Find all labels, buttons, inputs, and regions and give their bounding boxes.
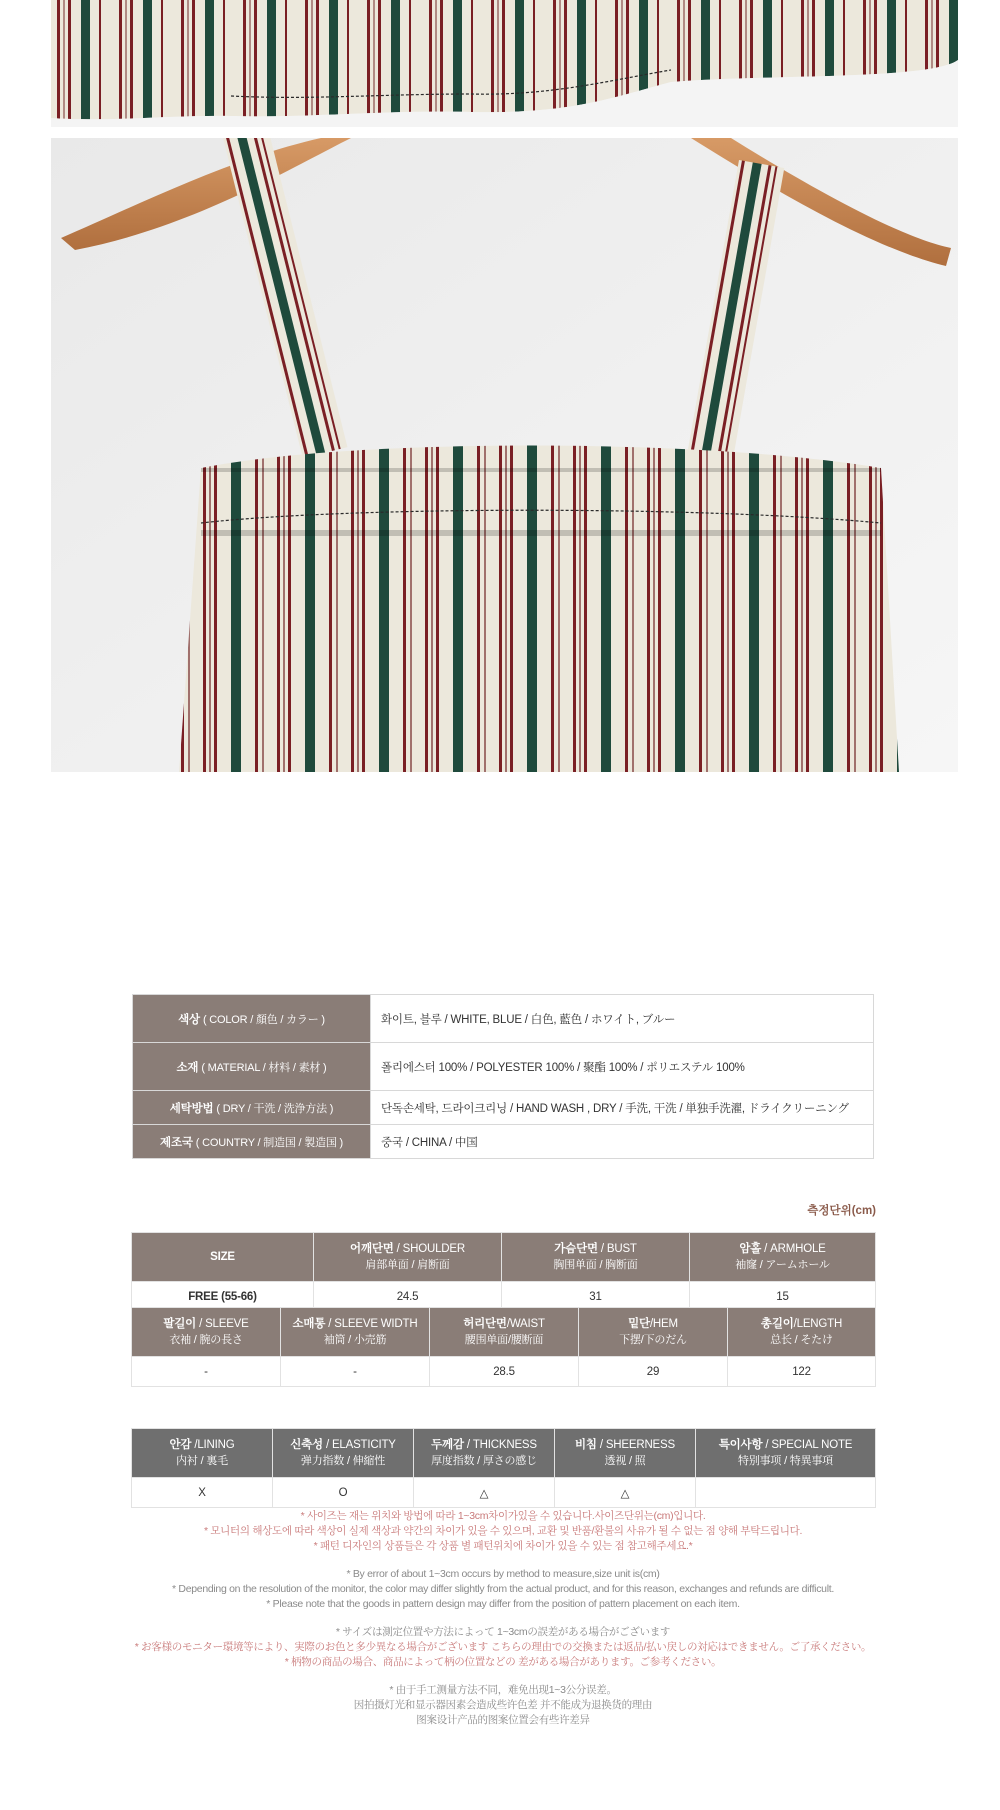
table-row (132, 1357, 876, 1387)
header-en: / SLEEVE WIDTH (325, 1318, 418, 1330)
product-photo-main (51, 138, 958, 772)
header-ko: 비침 (575, 1439, 597, 1451)
size-disclaimer-notes (131, 1509, 875, 1728)
feature-header-thickness (414, 1429, 555, 1478)
spec-label-color (133, 995, 371, 1043)
header-en: / THICKNESS (463, 1439, 537, 1451)
size-value-sleeve: - (132, 1357, 281, 1387)
header-en: / SPECIAL NOTE (762, 1439, 853, 1451)
header-en: /HEM (649, 1318, 678, 1330)
feature-header-lining (132, 1429, 273, 1478)
spec-label-ko: 소재 (176, 1061, 199, 1074)
header-en: / SHEERNESS (596, 1439, 675, 1451)
spec-label-ko: 세탁방법 (169, 1102, 214, 1115)
feature-value-sheerness: △ (555, 1478, 696, 1508)
note-en: * Depending on the resolution of the monitor, the color may differ slightly from the actual product, and for this reason, exchanges and refunds are difficult. (172, 1583, 834, 1595)
spec-value-washing: 단독손세탁, 드라이크리닝 / HAND WASH , DRY / 手洗, 干洗 / 単独手洗濯, ドライクリーニング (371, 1091, 874, 1125)
size-value-hem: 29 (579, 1357, 728, 1387)
feature-header-elasticity (273, 1429, 414, 1478)
header-line2: 衣袖 / 腕の長さ (169, 1334, 243, 1346)
header-line2: 肩部单面 / 肩断面 (365, 1259, 450, 1271)
header-ko: 총길이 (760, 1318, 794, 1330)
header-ko: 암홀 (739, 1243, 762, 1255)
size-value-length: 122 (728, 1357, 876, 1387)
header-en: /LINING (191, 1439, 235, 1451)
spec-value-color: 화이트, 블루 / WHITE, BLUE / 白色, 藍色 / ホワイト, ブルー (371, 995, 874, 1043)
header-ko: 어깨단면 (350, 1243, 394, 1255)
size-header-bust (502, 1233, 690, 1282)
header-en: / ARMHOLE (761, 1243, 826, 1255)
note-cn: * 由于手工测量方法不同，难免出现1~3公分误差。 (389, 1684, 617, 1696)
feature-value-thickness: △ (414, 1478, 555, 1508)
header-line2: 厚度指数 / 厚さの感じ (431, 1455, 537, 1467)
header-en: / SLEEVE (196, 1318, 249, 1330)
header-ko: 가슴단면 (554, 1243, 598, 1255)
spec-label-sub: ( MATERIAL / 材料 / 素材 ) (201, 1061, 327, 1074)
header-ko: SIZE (210, 1251, 235, 1263)
size-header-armhole (690, 1233, 876, 1282)
size-value-label: FREE (55-66) (132, 1282, 314, 1312)
note-jp: * サイズは測定位置や方法によって 1~3cmの誤差がある場合がございます (335, 1626, 671, 1638)
header-ko: 신축성 (290, 1439, 323, 1451)
header-line2: 腰围单面/腰断面 (464, 1334, 544, 1346)
size-table-header (132, 1308, 876, 1357)
table-row (132, 1478, 876, 1508)
feature-value-elasticity: O (273, 1478, 414, 1508)
size-header-hem (579, 1308, 728, 1357)
header-line2: 胸围单面 / 胸断面 (553, 1259, 638, 1271)
header-en: / ELASTICITY (322, 1439, 396, 1451)
feature-table-header (132, 1429, 876, 1478)
spec-label-washing (133, 1091, 371, 1125)
size-header-sleeve (132, 1308, 281, 1357)
feature-header-sheerness (555, 1429, 696, 1478)
header-ko: 안감 (169, 1439, 192, 1451)
note-jp: * 柄物の商品の場合、商品によって柄の位置などの 差がある場合があります。ご参考ください。 (284, 1656, 722, 1668)
spec-label-material (133, 1043, 371, 1091)
header-en: /WAIST (506, 1318, 545, 1330)
spec-value-country: 중국 / CHINA / 中国 (371, 1125, 874, 1159)
header-line2: 特别事项 / 特異事項 (738, 1455, 833, 1467)
note-ko: * 모니터의 해상도에 따라 색상이 실제 색상과 약간의 차이가 있을 수 있으며, 교환 및 반품/환불의 사유가 될 수 없는 점 양해 부탁드립니다. (203, 1525, 803, 1537)
feature-value-special-note (696, 1478, 876, 1508)
spec-row-country (133, 1125, 874, 1159)
spec-row-material (133, 1043, 874, 1091)
header-line2: 总长 / そたけ (770, 1334, 833, 1346)
note-ko: * 사이즈는 재는 위치와 방법에 따라 1~3cm차이가있을 수 있습니다.사이즈단위는(cm)입니다. (300, 1510, 706, 1522)
header-en: / SHOULDER (393, 1243, 465, 1255)
note-en: * By error of about 1~3cm occurs by method to measure,size unit is(cm) (346, 1568, 660, 1580)
spec-row-color (133, 995, 874, 1043)
size-value-armhole: 15 (690, 1282, 876, 1312)
size-table-2 (131, 1307, 876, 1387)
size-value-sleeve-width: - (281, 1357, 430, 1387)
header-line2: 下摆/下のだん (619, 1334, 687, 1346)
note-jp: * お客様のモニター環境等により、実際のお色と多少異なる場合がございます こちらの理由での交換または返品/払い戻しの対応はできません。ご了承ください。 (134, 1641, 872, 1653)
spec-row-washing (133, 1091, 874, 1125)
header-ko: 팔길이 (163, 1318, 197, 1330)
size-value-bust: 31 (502, 1282, 690, 1312)
feature-header-special-note (696, 1429, 876, 1478)
spec-label-country (133, 1125, 371, 1159)
size-value-waist: 28.5 (430, 1357, 579, 1387)
size-header-waist (430, 1308, 579, 1357)
measurement-unit-label: 측정단위(cm) (807, 1205, 876, 1217)
header-en: /LENGTH (793, 1318, 843, 1330)
size-value-shoulder: 24.5 (314, 1282, 502, 1312)
note-ko: * 패턴 디자인의 상품들은 각 상품 별 패턴위치에 차이가 있을 수 있는 점 참고해주세요.* (313, 1540, 693, 1552)
size-header-shoulder (314, 1233, 502, 1282)
header-ko: 밑단 (628, 1318, 650, 1330)
product-spec-table (132, 994, 874, 1159)
size-header-length (728, 1308, 876, 1357)
size-table-header (132, 1233, 876, 1282)
spec-label-sub: ( COUNTRY / 制造国 / 製造国 ) (195, 1136, 343, 1149)
spec-label-sub: ( COLOR / 顏色 / カラー ) (202, 1013, 325, 1026)
feature-value-lining: X (132, 1478, 273, 1508)
header-line2: 弹力指数 / 伸縮性 (300, 1455, 386, 1467)
feature-table (131, 1428, 876, 1508)
header-en: / BUST (597, 1243, 637, 1255)
spec-label-sub: ( DRY / 干洗 / 洗浄方法 ) (216, 1102, 334, 1115)
size-table-1 (131, 1232, 876, 1312)
size-header-sleeve-width (281, 1308, 430, 1357)
product-photo-hem (51, 0, 958, 127)
header-ko: 소매통 (292, 1318, 326, 1330)
size-header-size (132, 1233, 314, 1282)
header-ko: 두께감 (431, 1439, 464, 1451)
spec-value-material: 폴리에스터 100% / POLYESTER 100% / 聚酯 100% / ポリエステル 100% (371, 1043, 874, 1091)
header-ko: 허리단면 (463, 1318, 507, 1330)
header-line2: 透视 / 照 (604, 1455, 646, 1467)
header-line2: 内衬 / 裏毛 (176, 1455, 228, 1467)
header-line2: 袖窿 / アームホール (735, 1259, 830, 1271)
header-ko: 특이사항 (718, 1439, 763, 1451)
spec-label-ko: 색상 (178, 1013, 200, 1026)
spec-label-ko: 제조국 (160, 1136, 193, 1149)
note-cn: 因拍摄灯光和显示器因素会造成些许色差 并不能成为退换货的理由 (353, 1699, 653, 1711)
header-line2: 袖筒 / 小売筋 (323, 1334, 387, 1346)
note-cn: 图案设计产品的图案位置会有些许差异 (416, 1714, 590, 1726)
note-en: * Please note that the goods in pattern design may differ from the position of pattern placement on each item. (266, 1598, 740, 1610)
